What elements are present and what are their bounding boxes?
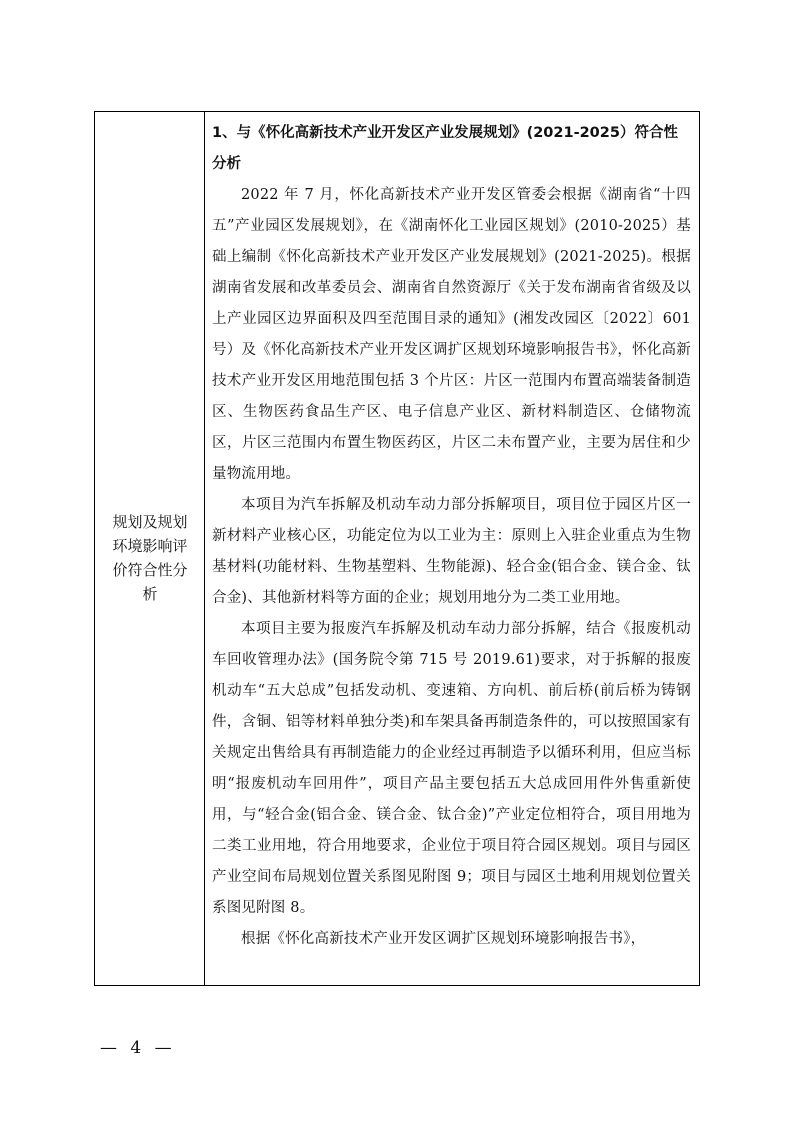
category-label-line: 价符合性分 <box>112 561 188 579</box>
paragraph-project-location: 本项目为汽车拆解及机动车动力部分拆解项目，项目位于园区片区一新材料产业核心区，功能定位为以工业为主：原则上入驻企业重点为生物基材料(功能材料、生物基塑料、生物能源)、轻合金(铝合金、镁合金、钛合金)、其他新材料等方面的企业；规划用地分为二类工业用地。 <box>212 497 691 606</box>
paragraph-background: 2022 年 7 月，怀化高新技术产业开发区管委会根据《湖南省“十四五”产业园区发展规划》，在《湖南怀化工业园区规划》(2010-2025）基础上编制《怀化高新技术产业开发区产业发展规划》(2021-2025)。根据湖南省发展和改革委员会、湖南省自然资源厅《关于发布湖南省省级及以上产业园区边界面积及四至范围目录的通知》(湘发改园区〔2022〕601 号）及《怀化高新技术产业开发区调扩区规划环境影响报告书》，怀化高新技术产业开发区用地范围包括 3 个片区：片区一范围内布置高端装备制造区、生物医药食品生产区、电子信息产业区、新材料制造区、仓储物流区，片区三范围内布置生物医药区，片区二未布置产业，主要为居住和少量物流用地。 <box>212 187 691 482</box>
category-cell <box>95 112 205 985</box>
content-cell <box>206 112 699 985</box>
paragraph-continuation: 根据《怀化高新技术产业开发区调扩区规划环境影响报告书》， <box>241 931 646 947</box>
section-heading: 1、与《怀化高新技术产业开发区产业发展规划》(2021-2025）符合性分析 <box>212 125 678 172</box>
paragraph-project-content: 本项目主要为报废汽车拆解及机动车动力部分拆解，结合《报废机动车回收管理办法》(国务院令第 715 号 2019.61)要求，对于拆解的报废机动车“五大总成”包括发动机、变速箱、方向机、前后桥(前后桥为铸钢件，含铜、铝等材料单独分类)和车架具备再制造条件的，可以按照国家有关规定出售给具有再制造能力的企业经过再制造予以循环利用，但应当标明“报废机动车回用件”，项目产品主要包括五大总成回用件外售重新使用，与“轻合金(铝合金、镁合金、钛合金)”产业定位相符合，项目用地为二类工业用地，符合用地要求，企业位于项目符合园区规划。项目与园区产业空间布局规划位置关系图见附图 9；项目与园区土地利用规划位置关系图见附图 8。 <box>212 621 691 916</box>
category-label-line: 环境影响评 <box>112 537 188 555</box>
category-label <box>95 510 205 606</box>
page-number: — 4 — <box>100 1038 176 1058</box>
category-label-line: 析 <box>142 585 158 603</box>
category-label-line: 规划及规划 <box>112 513 188 531</box>
assessment-table <box>94 111 700 986</box>
